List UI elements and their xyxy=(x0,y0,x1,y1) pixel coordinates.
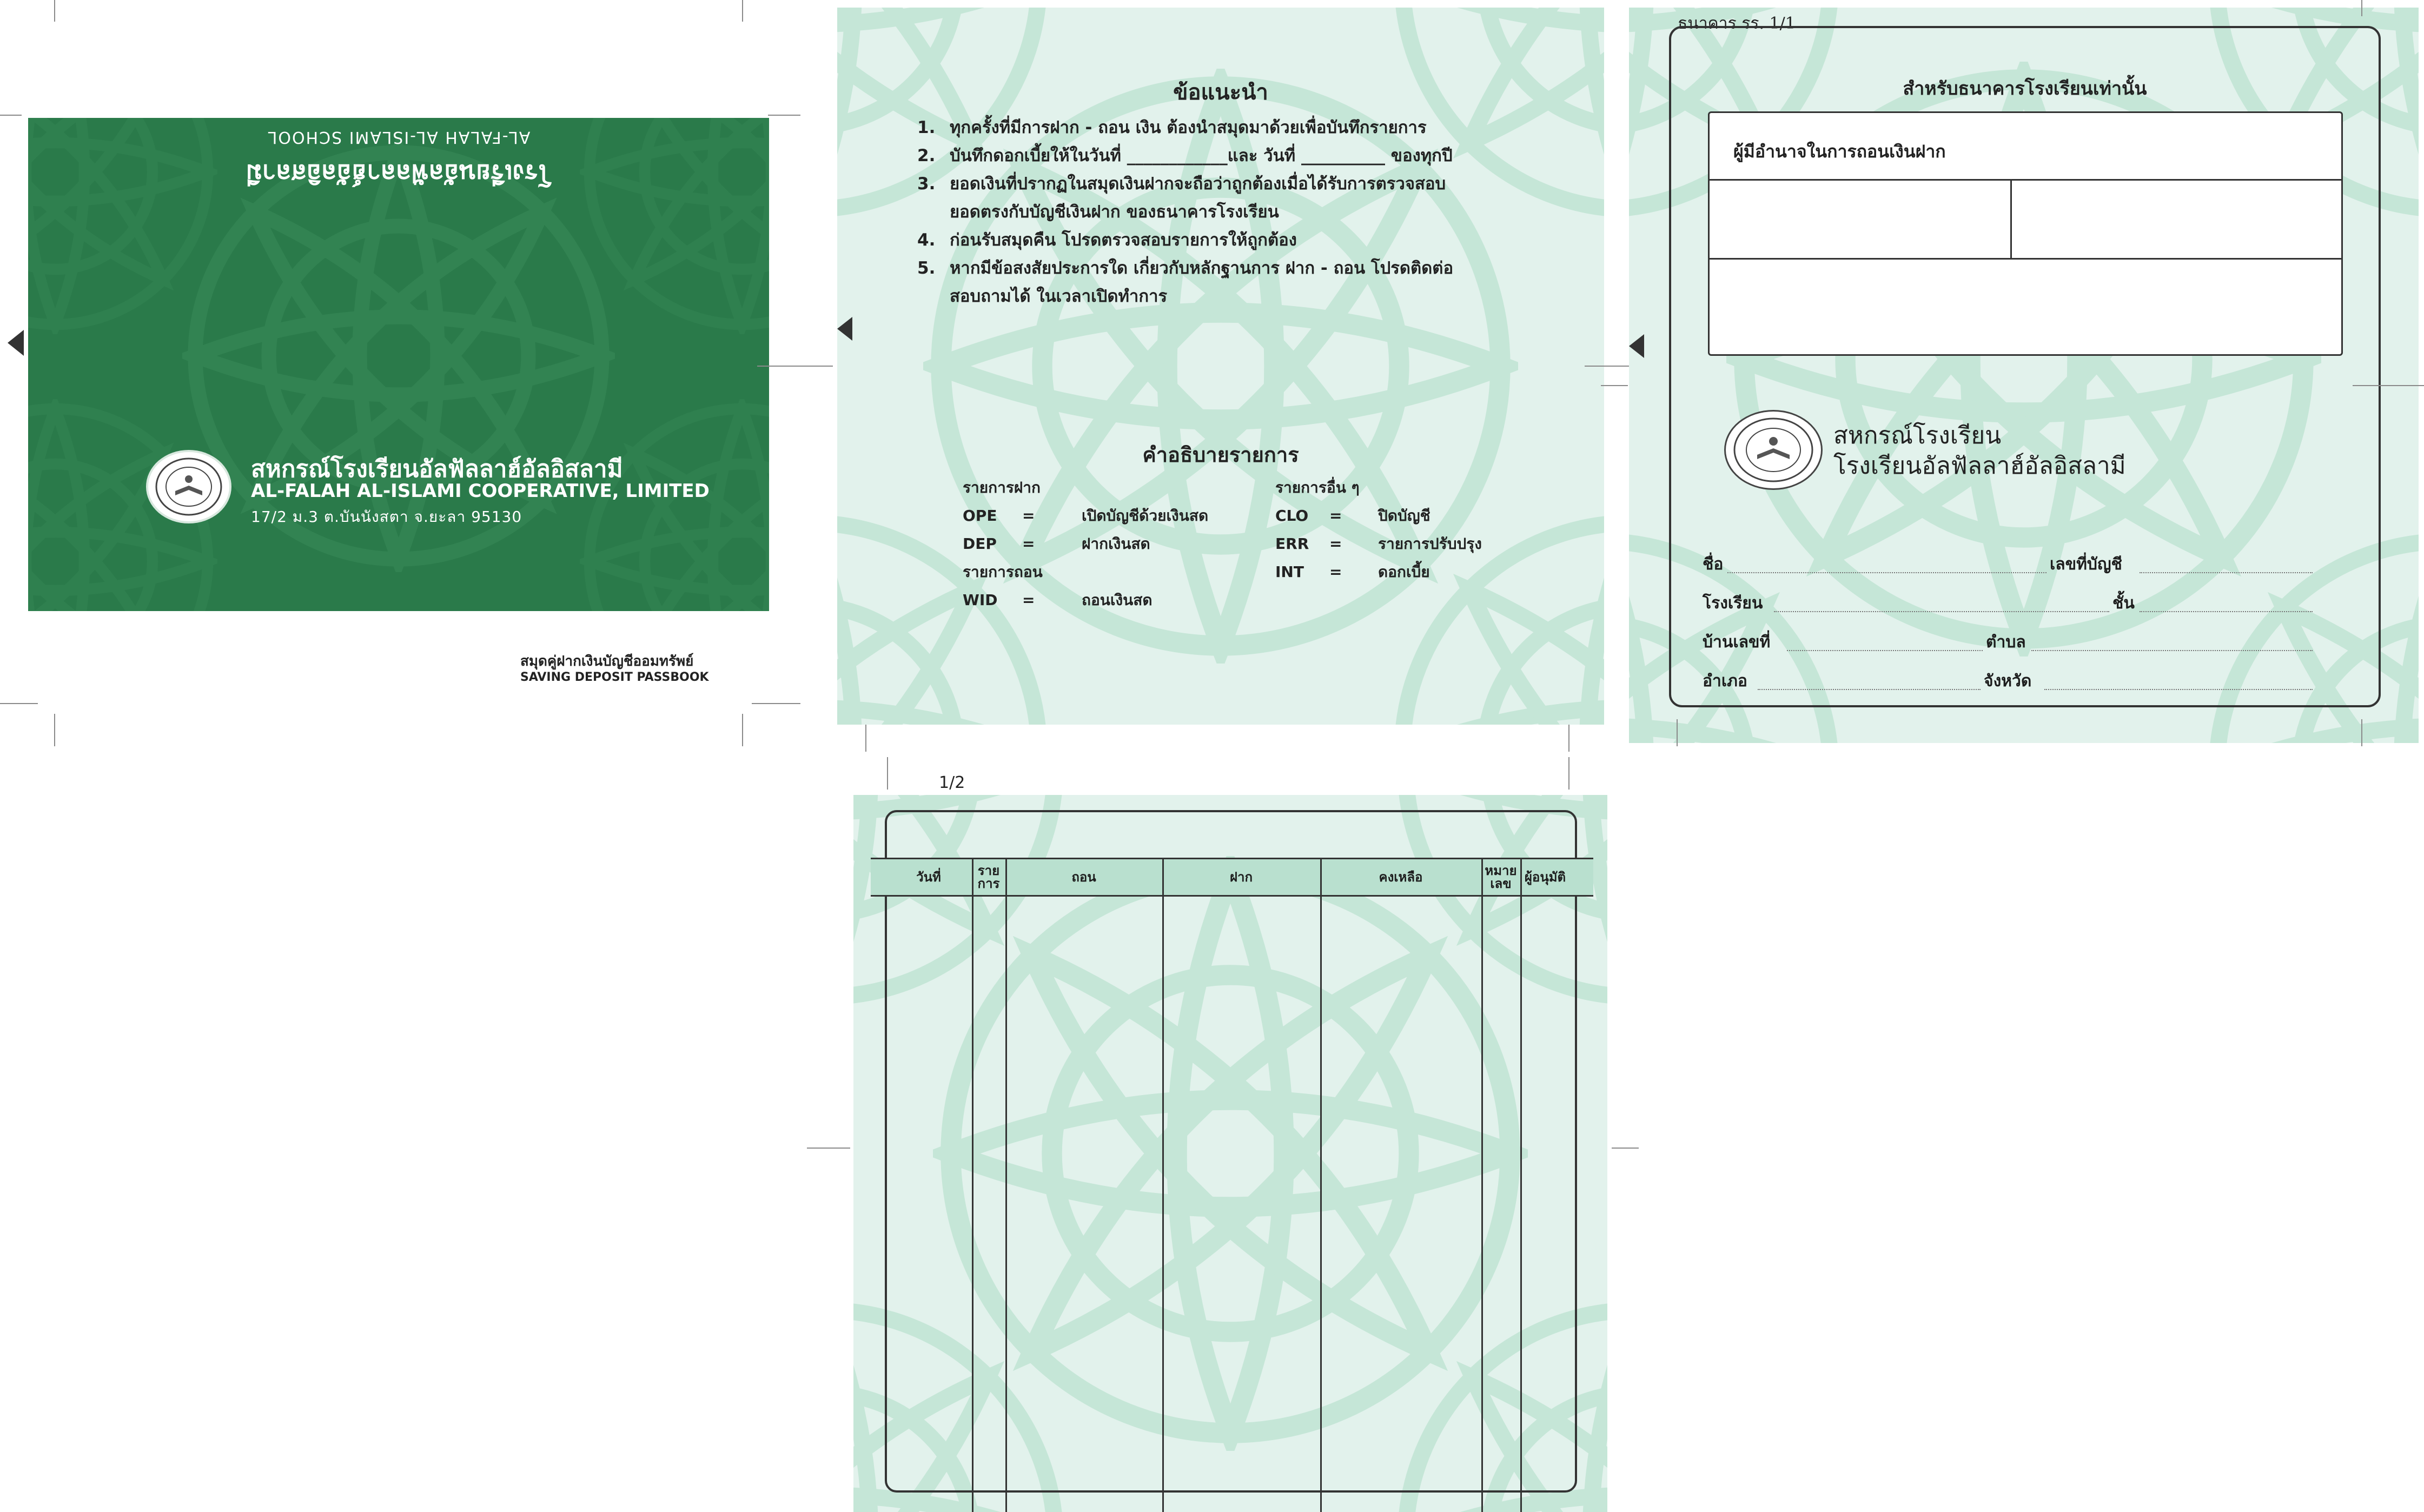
coop-logo xyxy=(1724,410,1823,490)
col-number: หมาย เลข xyxy=(1485,863,1517,891)
logo-emblem-icon xyxy=(148,452,229,521)
district-label: อำเภอ xyxy=(1703,672,1747,691)
cover-coop-thai: สหกรณ์โรงเรียนอัลฟัลลาฮ์อัลอิสลามี xyxy=(251,455,623,483)
house-field[interactable] xyxy=(1787,650,1983,651)
coop-name-line1: สหกรณ์โรงเรียน xyxy=(1833,422,2002,449)
name-field[interactable] xyxy=(1727,572,2047,573)
bank-only-title: สำหรับธนาคารโรงเรียนเท่านั้น xyxy=(1903,78,2147,100)
subdistrict-label: ตำบล xyxy=(1986,633,2026,652)
other-heading: รายการอื่น ๆ xyxy=(1275,479,1360,496)
ledger-frame xyxy=(885,810,1577,1493)
account-panel xyxy=(1629,8,2419,743)
code-row: OPE = เปิดบัญชีด้วยเงินสด xyxy=(963,507,1209,525)
account-card xyxy=(1669,26,2381,707)
form-code: ธนาคาร รร. 1/1 xyxy=(1678,14,1796,33)
instruction-item: 3. ยอดเงินที่ปรากฏในสมุดเงินฝากจะถือว่าถูกต้องเมื่อได้รับการตรวจสอบ xyxy=(917,174,1446,194)
instructions-title: ข้อแนะนำ xyxy=(1173,80,1268,105)
ledger-header xyxy=(871,858,1593,897)
school-field[interactable] xyxy=(1774,611,2109,612)
withdraw-heading: รายการถอน xyxy=(963,563,1043,581)
deposit-codes xyxy=(963,502,1208,614)
logo-emblem-icon xyxy=(1726,412,1821,488)
subdistrict-field[interactable] xyxy=(2031,650,2313,651)
code-row: ERR = รายการปรับปรุง xyxy=(1275,535,1482,553)
code-row: WID = ถอนเงินสด xyxy=(963,591,1153,609)
col-deposit: ฝาก xyxy=(1229,870,1253,885)
class-field[interactable] xyxy=(2140,611,2313,612)
province-field[interactable] xyxy=(2044,689,2313,690)
code-row: DEP = ฝากเงินสด xyxy=(963,535,1150,553)
col-date: วันที่ xyxy=(916,870,941,885)
cover-school-en-inverted: AL-FALAH AL-ISLAMI SCHOOL xyxy=(267,128,531,147)
col-item: ราย การ xyxy=(977,863,1000,891)
fold-marker-icon xyxy=(8,330,24,356)
passbook-label-thai: สมุดคู่ฝากเงินบัญชีออมทรัพย์ xyxy=(520,653,694,669)
class-label: ชั้น xyxy=(2112,594,2135,613)
deposit-heading: รายการฝาก xyxy=(963,479,1041,496)
instruction-item: 2. บันทึกดอกเบี้ยให้ในวันที่ ____________และ วันที่ __________ ของทุกปี xyxy=(917,146,1453,165)
instructions-panel xyxy=(837,8,1604,725)
cover-address: 17/2 ม.3 ต.บันนังสตา จ.ยะลา 95130 xyxy=(251,508,522,526)
cover-school-thai-inverted: โรงเรียนอัลฟัลลาฮ์อัลอิสลามี xyxy=(246,159,552,188)
authorized-label: ผู้มีอำนาจในการถอนเงินฝาก xyxy=(1733,141,1946,162)
instruction-item: 4. ก่อนรับสมุดคืน โปรดตรวจสอบรายการให้ถูกต้อง xyxy=(917,230,1297,250)
instruction-item: สอบถามได้ ในเวลาเปิดทำการ xyxy=(950,287,1168,306)
instruction-item: ยอดตรงกับบัญชีเงินฝาก ของธนาคารโรงเรียน xyxy=(950,202,1279,222)
fold-marker-icon xyxy=(1629,334,1644,358)
codes-title: คำอธิบายรายการ xyxy=(1142,443,1299,467)
name-label: ชื่อ xyxy=(1703,555,1724,574)
account-no-field[interactable] xyxy=(2140,572,2313,573)
authorized-signature-box xyxy=(1708,111,2343,356)
fold-marker-icon xyxy=(837,317,852,341)
district-field[interactable] xyxy=(1758,689,1981,690)
code-row: CLO = ปิดบัญชี xyxy=(1275,507,1430,525)
col-approver: ผู้อนุมัติ xyxy=(1524,870,1566,885)
house-label: บ้านเลขที่ xyxy=(1703,633,1771,652)
province-label: จังหวัด xyxy=(1984,672,2032,691)
coop-name-line2: โรงเรียนอัลฟัลลาฮ์อัลอิสลามี xyxy=(1833,452,2126,480)
ledger-page-code: 1/2 xyxy=(939,773,965,792)
ledger-panel xyxy=(853,795,1607,1512)
passbook-label-en: SAVING DEPOSIT PASSBOOK xyxy=(520,671,709,684)
school-label: โรงเรียน xyxy=(1703,594,1763,613)
account-no-label: เลขที่บัญชี xyxy=(2050,555,2122,574)
school-logo xyxy=(146,450,231,523)
code-row: INT = ดอกเบี้ย xyxy=(1275,563,1430,581)
instruction-item: 5. หากมีข้อสงสัยประการใด เกี่ยวกับหลักฐานการ ฝาก - ถอน โปรดติดต่อ xyxy=(917,258,1454,278)
instruction-item: 1. ทุกครั้งที่มีการฝาก - ถอน เงิน ต้องนำสมุดมาด้วยเพื่อบันทึกรายการ xyxy=(917,118,1427,137)
cover-coop-en: AL-FALAH AL-ISLAMI COOPERATIVE, LIMITED xyxy=(251,480,710,502)
col-withdraw: ถอน xyxy=(1071,870,1096,885)
col-balance: คงเหลือ xyxy=(1379,870,1423,885)
passbook-cover xyxy=(28,118,769,611)
other-codes xyxy=(1275,502,1482,586)
instructions-list xyxy=(917,114,1566,310)
